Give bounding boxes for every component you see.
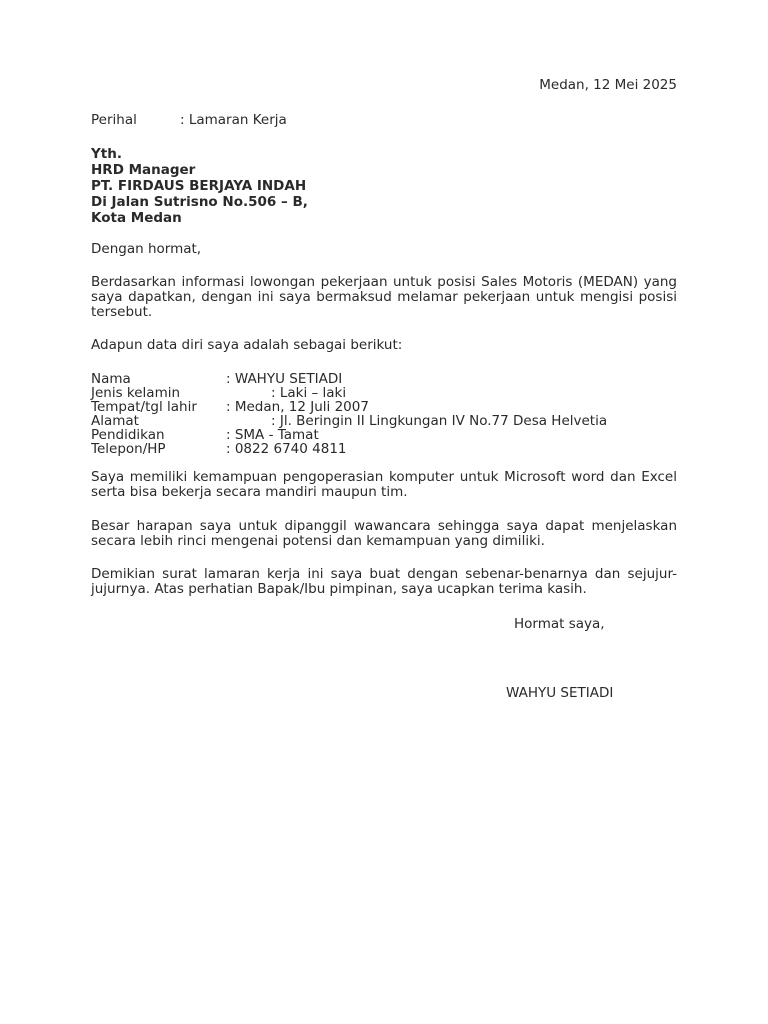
skills-paragraph: Saya memiliki kemampuan pengoperasian komputer untuk Microsoft word dan Excel serta bisa bekerja secara mandiri maupun tim. (91, 469, 677, 500)
field-label: Tempat/tgl lahir (91, 399, 197, 415)
field-label: Telepon/HP (91, 441, 166, 457)
intro-paragraph: Berdasarkan informasi lowongan pekerjaan untuk posisi Sales Motoris (MEDAN) yang saya dapatkan, dengan ini saya bermaksud melamar pekerjaan untuk mengisi posisi tersebut. (91, 274, 677, 320)
field-label: Jenis kelamin (91, 385, 181, 401)
field-label: Pendidikan (91, 427, 165, 443)
subject-label: Perihal (91, 112, 137, 128)
greeting: Dengan hormat, (91, 241, 202, 257)
field-label: Alamat (91, 413, 139, 429)
letter-date: Medan, 12 Mei 2025 (539, 77, 677, 93)
recipient-line: PT. FIRDAUS BERJAYA INDAH (91, 178, 307, 194)
recipient-line: Kota Medan (91, 210, 182, 226)
signature-name: WAHYU SETIADI (506, 685, 614, 701)
field-label: Nama (91, 371, 131, 387)
field-value: : Jl. Beringin II Lingkungan IV No.77 Desa Helvetia (271, 413, 608, 429)
closing-salutation: Hormat saya, (514, 616, 605, 632)
field-value: : Medan, 12 Juli 2007 (226, 399, 369, 415)
recipient-line: Yth. (91, 146, 122, 162)
recipient-block (91, 146, 308, 226)
field-value: : Laki – laki (271, 385, 347, 401)
recipient-line: HRD Manager (91, 162, 196, 178)
recipient-line: Di Jalan Sutrisno No.506 – B, (91, 194, 308, 210)
field-value: : SMA - Tamat (226, 427, 319, 443)
personal-data-intro: Adapun data diri saya adalah sebagai berikut: (91, 337, 403, 353)
field-value: : WAHYU SETIADI (226, 371, 343, 387)
closing-paragraph: Demikian surat lamaran kerja ini saya buat dengan sebenar-benarnya dan sejujur-jujurnya. Atas perhatian Bapak/Ibu pimpinan, saya ucapkan terima kasih. (91, 566, 677, 597)
field-value: : 0822 6740 4811 (226, 441, 347, 457)
hope-paragraph: Besar harapan saya untuk dipanggil wawancara sehingga saya dapat menjelaskan secara lebih rinci mengenai potensi dan kemampuan yang dimiliki. (91, 518, 677, 549)
subject-value: : Lamaran Kerja (180, 112, 287, 128)
